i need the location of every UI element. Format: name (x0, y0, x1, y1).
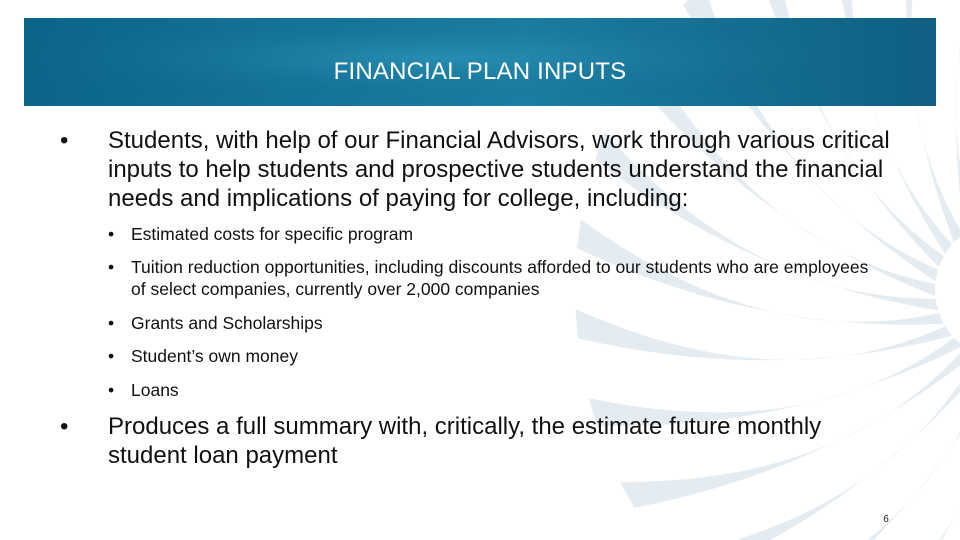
slide-title: FINANCIAL PLAN INPUTS (333, 58, 627, 85)
bullet-text: Students, with help of our Financial Advisors, work through various critical inputs to help students and prospective students understand the financial needs and implications of paying for college, including: (108, 127, 890, 212)
sub-bullet-text: Tuition reduction opportunities, including discounts afforded to our students who are employees of select companies, currently over 2,000 companies (131, 257, 869, 299)
bullet-item (60, 412, 890, 470)
bullet-dot: • (60, 413, 69, 440)
bullet-item (60, 126, 890, 213)
bullet-dot: • (108, 380, 115, 400)
sub-bullet-text: Estimated costs for specific program (131, 224, 414, 244)
bullet-dot: • (108, 257, 115, 277)
page-number: 6 (883, 514, 889, 525)
bullet-dot: • (60, 127, 69, 154)
sub-bullet-item (108, 345, 878, 367)
sub-bullet-item (108, 379, 878, 401)
sub-bullet-item (108, 223, 878, 245)
sub-bullet-text: Grants and Scholarships (131, 313, 323, 333)
sub-bullet-item (108, 256, 878, 300)
sub-bullet-text: Student’s own money (131, 346, 299, 366)
bullet-dot: • (108, 313, 115, 333)
bullet-dot: • (108, 346, 115, 366)
sub-bullet-text: Loans (131, 380, 179, 400)
bullet-dot: • (108, 224, 115, 244)
bullet-text: Produces a full summary with, critically, the estimate future monthly student loan payment (108, 413, 822, 469)
sub-bullet-item (108, 312, 878, 334)
